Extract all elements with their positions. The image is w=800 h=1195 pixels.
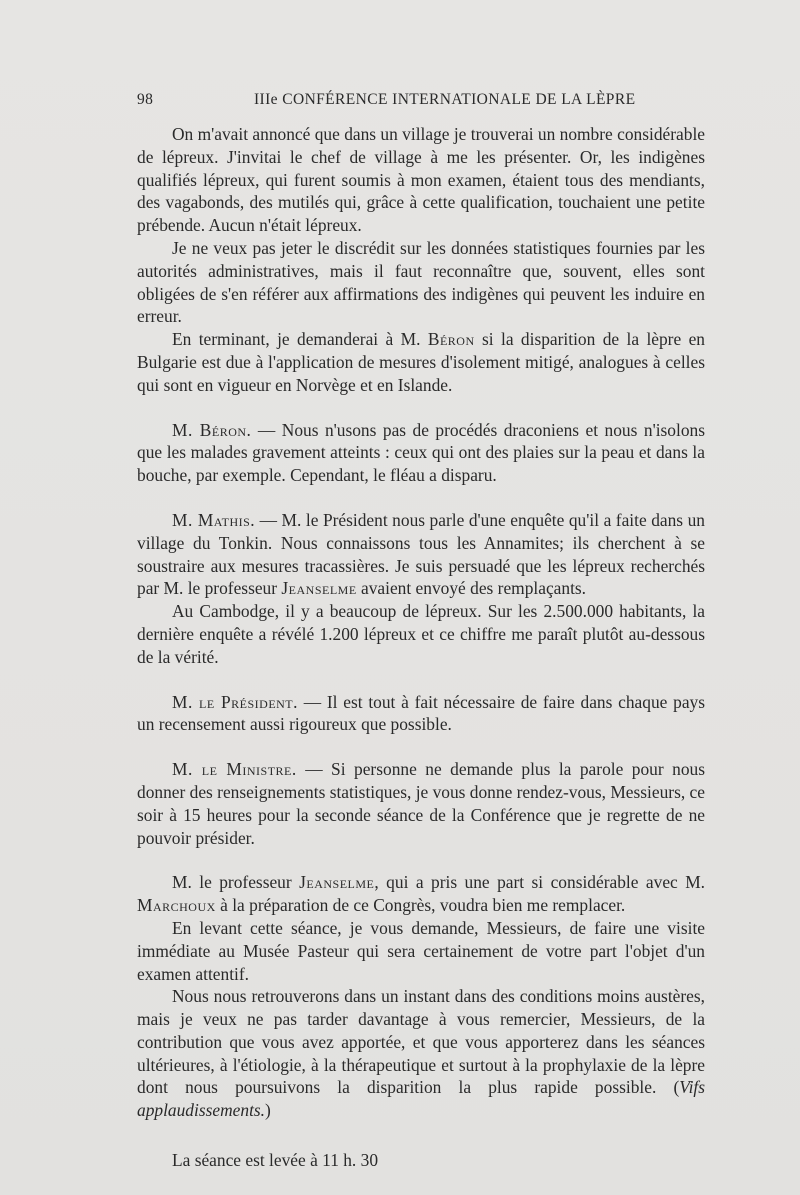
speaker-name: M. Mathis. (172, 509, 256, 530)
speaker-name: M. le Président. (172, 691, 298, 712)
person-name: Jeanselme (299, 872, 375, 893)
paragraph: Au Cambodge, il y a beaucoup de lépreux. Sur les 2.500.000 habitants, la dernière enquête a révélé 1.200 lépreux et ce chiffre me paraît plutôt au-dessous de la vérité. (137, 601, 705, 667)
paragraph: On m'avait annoncé que dans un village je trouverai un nombre considérable de lépreux. J'invitai le chef de village à me les présenter. Or, les indigènes qualifiés lépreux, qui furent soumis à mon examen, étaient tous des mendiants, des vagabonds, des mutilés qui, grâce à cette qualification, touchaient une petite prébende. Aucun n'était lépreux. (137, 124, 705, 236)
paragraph: En levant cette séance, je vous demande, Messieurs, de faire une visite immédiate au Musée Pasteur qui sera certainement de votre part l'objet d'un examen attentif. (137, 917, 705, 984)
speaker-name: M. Béron. (172, 419, 252, 440)
paragraph: Je ne veux pas jeter le discrédit sur les données statistiques fournies par les autorités administratives, mais il faut reconnaître que, souvent, elles sont obligées de s'en référer aux affirmations des indigènes qui peuvent les induire en erreur. (137, 237, 705, 327)
paragraph: M. Béron. — Nous n'usons pas de procédés draconiens et nous n'isolons que les malades gravement atteints : ceux qui ont des plaies sur la peau et dans la bouche, par exemple. Cependant, le fléau a disparu. (137, 419, 705, 486)
person-name: Béron (427, 329, 475, 350)
paragraph: M. le professeur Jeanselme, qui a pris une part si considérable avec M. Marchoux à la préparation de ce Congrès, voudra bien me remplacer. (137, 872, 706, 916)
paragraph: Nous nous retrouverons dans un instant dans des conditions moins austères, mais je veux ne pas tarder davantage à vous remercier, Messieurs, de la contribution que vous avez apportée, et que vous apporterez dans les séances ultérieures, à l'étiologie, à la thérapeutique et surtout à la prophylaxie de la lèpre dont nous poursuivons la disparition la plus rapide possible. (Vifs applaudissements.) (137, 986, 705, 1121)
paragraph: M. Mathis. — M. le Président nous parle d'une enquête qu'il a faite dans un village du Tonkin. Nous connaissons tous les Annamites; ils cherchent à se soustraire aux mesures tracassières. Je suis persuadé que les lépreux recherchés par M. le professeur Jeanselme avaient envoyé des remplaçants. (137, 509, 705, 599)
paragraph: M. le Ministre. — Si personne ne demande plus la parole pour nous donner des renseignements statistiques, je vous donne rendez-vous, Messieurs, ce soir à 15 heures pour la seconde séance de la Conférence que je regrette de ne pouvoir présider. (137, 759, 705, 848)
paragraph: En terminant, je demanderai à M. Béron si la disparition de la lèpre en Bulgarie est due à l'application de mesures d'isolement mitigé, analogues à celles qui sont en vigueur en Norvège et en Islande. (137, 329, 705, 395)
page-number: 98 (137, 91, 154, 108)
closing-line: La séance est levée à 11 h. 30 (172, 1150, 379, 1171)
person-name: Jeanselme (281, 578, 357, 599)
speaker-name: M. le Ministre. (172, 759, 297, 780)
paragraph: M. le Président. — Il est tout à fait nécessaire de faire dans chaque pays un recensement aussi rigoureux que possible. (137, 691, 705, 735)
body-text (137, 123, 705, 1172)
running-title: IIIe CONFÉRENCE INTERNATIONALE DE LA LÈPRE (254, 91, 636, 108)
applause-note: Vifs applaudissements. (137, 1077, 705, 1121)
person-name: Marchoux (137, 895, 216, 916)
